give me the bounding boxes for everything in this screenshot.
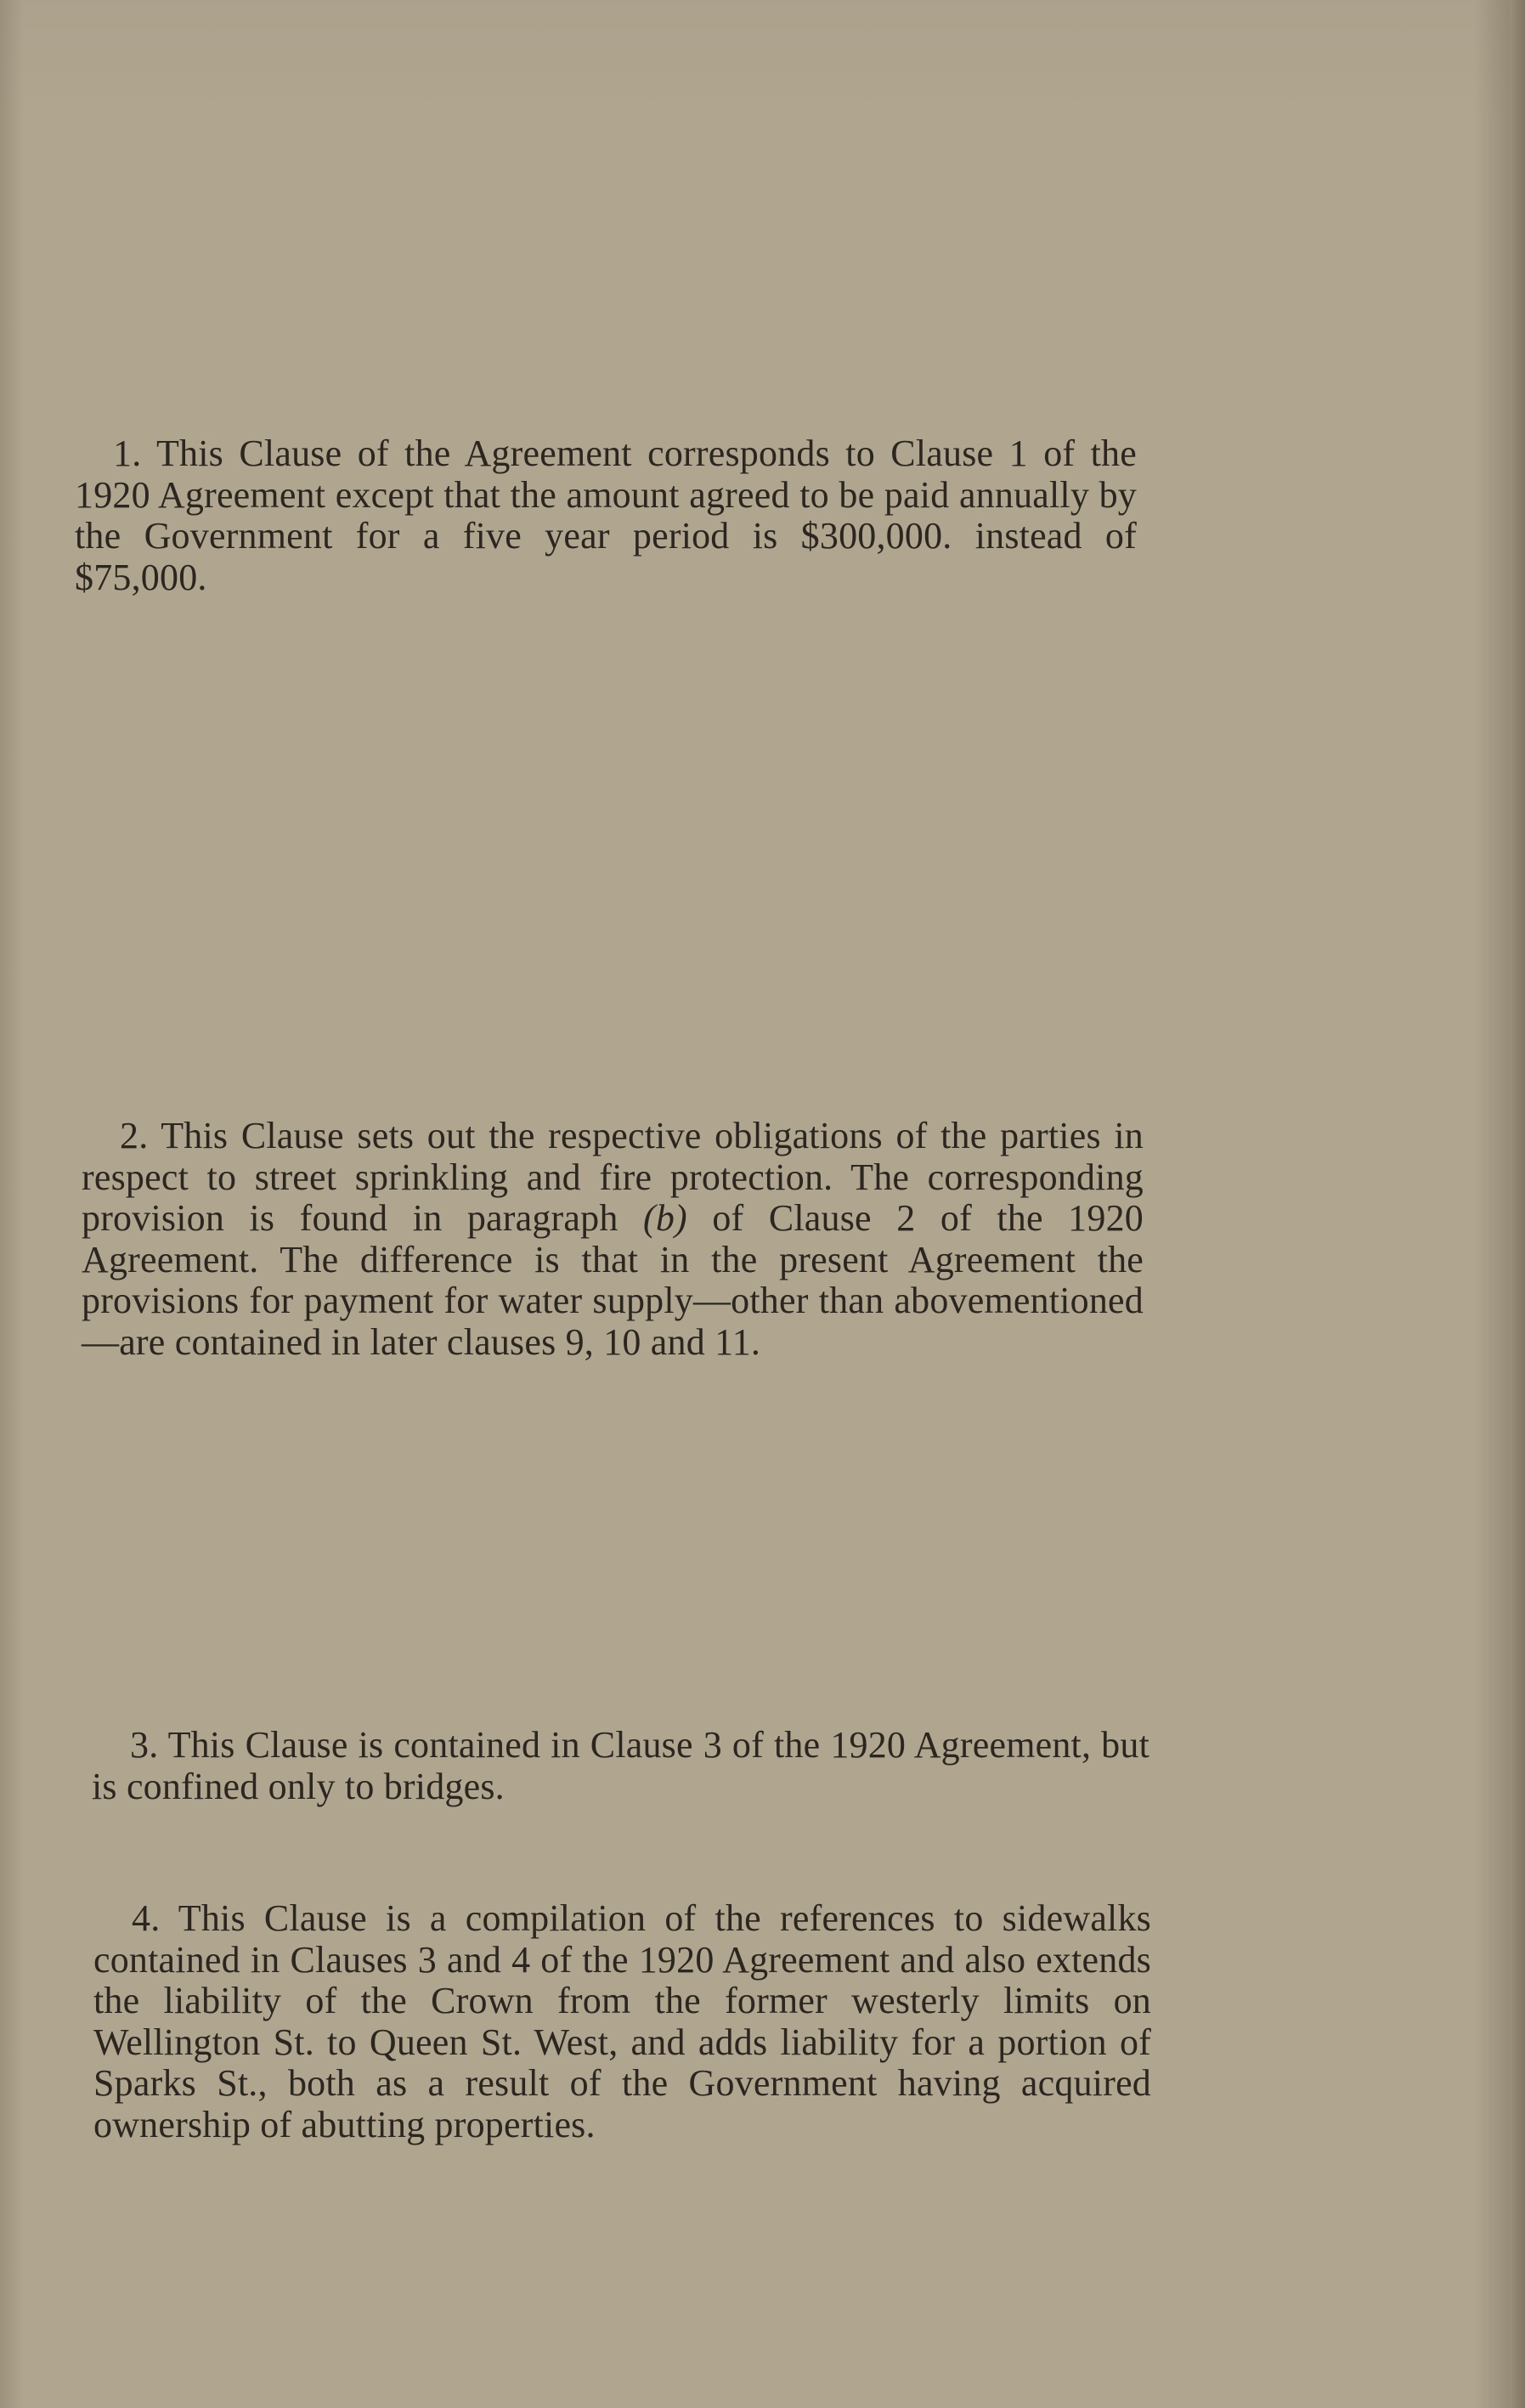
clause-1-paragraph: 1. This Clause of the Agreement corresponds to Clause 1 of the 1920 Agreement except that the amount agreed to be paid annually by the Government for a five year period is $300,000. instead of $75,000. xyxy=(75,432,1137,598)
clause-3-paragraph: 3. This Clause is contained in Clause 3 of the 1920 Agreement, but is confined only to bridges. xyxy=(92,1724,1149,1807)
clause-4-paragraph: 4. This Clause is a compilation of the references to sidewalks contained in Clauses 3 and 4 of the 1920 Agreement and also extends the liability of the Crown from the former westerly limits on Wellington St. to Queen St. West, and adds liability for a portion of Sparks St., both as a result of the Government having acquired ownership of abutting properties. xyxy=(93,1897,1151,2145)
clause-2-text-start: 2. This Clause sets out the respective obligations of the parties in respect to street sprinkling and fire protection. The corresponding provision is found in paragraph xyxy=(82,1115,1144,1239)
page-edge-shadow xyxy=(1510,0,1525,2408)
clause-2-paragraph xyxy=(82,1116,1144,1363)
clause-2-text-end: of Clause 2 of the 1920 Agreement. The difference is that in the present Agreement the provisions for payment for water supply—other than abovementioned—are contained in later clauses 9, 10 and 11. xyxy=(82,1197,1144,1363)
clause-2-italic-reference: (b) xyxy=(642,1197,687,1239)
